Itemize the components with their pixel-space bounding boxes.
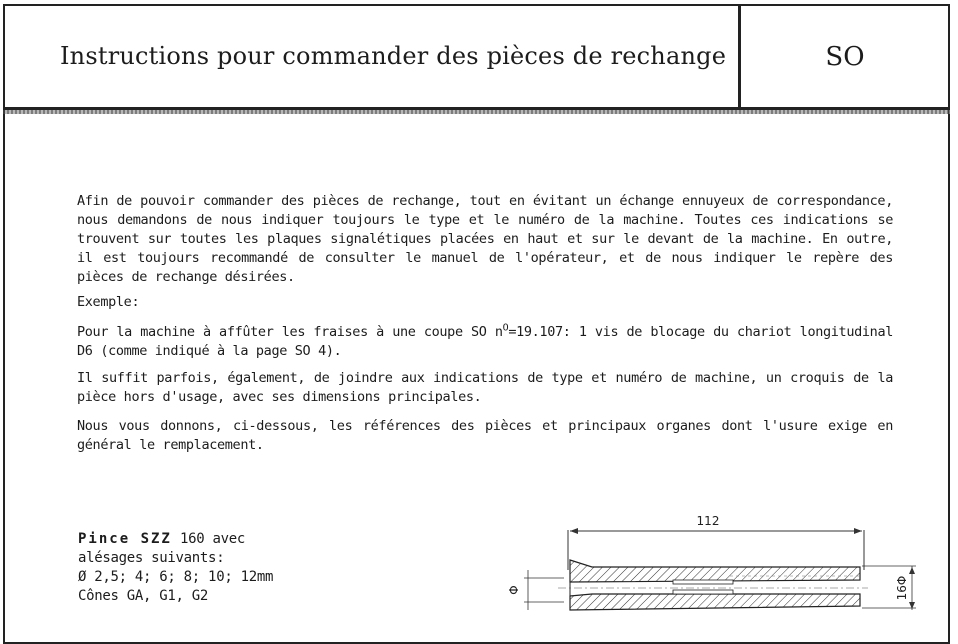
- example-heading: Exemple:: [77, 294, 140, 310]
- sketch-paragraph: Il suffit parfois, également, de joindre aux indications de type et numéro de machine, un croquis de la pièce hors d'usage, avec ses dimensions principales.: [77, 370, 893, 405]
- pince-description: [78, 530, 318, 606]
- example-paragraph: [77, 323, 893, 361]
- collet-body: [558, 560, 868, 610]
- section-code: SO: [825, 42, 865, 72]
- header-rule: [3, 110, 950, 114]
- example-text-end: =19.107: 1 vis de blocage du chariot longitudinal D6 (comme indiqué à la page SO 4).: [77, 324, 894, 359]
- length-dimension: [568, 514, 864, 570]
- pince-cones: Cônes GA, G1, G2: [78, 588, 209, 604]
- collet-drawing: [498, 510, 938, 636]
- intro-paragraph: Afin de pouvoir commander des pièces de rechange, tout en évitant un échange ennuyeux de correspondance, nous demandons de nous indiquer toujours le type et le numéro de la machine. Toutes ces indications se trouvent sur toutes les plaques signalétiques placées en haut et sur le devant de la machine. En outre, il est toujours recommandé de consulter le manuel de l'opérateur, et de nous indiquer le repère des pièces de rechange désirées.: [77, 193, 893, 285]
- length-label: 112: [696, 514, 720, 528]
- example-superscript: O: [502, 322, 509, 334]
- pince-bores-values: Ø 2,5; 4; 6; 8; 10; 12mm: [78, 569, 274, 585]
- diameter-dimension: [862, 566, 916, 610]
- example-text-start: Pour la machine à affûter les fraises à une coupe SO n: [77, 324, 503, 340]
- pince-bores-label: alésages suivants:: [78, 550, 225, 566]
- bore-label: Φ: [507, 585, 521, 595]
- pince-name: Pince SZZ: [78, 531, 172, 547]
- page-title: Instructions pour commander des pièces de rechange: [60, 42, 727, 70]
- parts-paragraph: Nous vous donnons, ci-dessous, les références des pièces et principaux organes dont l'usure exige en général le remplacement.: [77, 418, 893, 453]
- bore-dimension: [507, 570, 564, 610]
- diameter-label: 16Φ: [895, 575, 909, 601]
- pince-model: 160 avec: [180, 531, 246, 547]
